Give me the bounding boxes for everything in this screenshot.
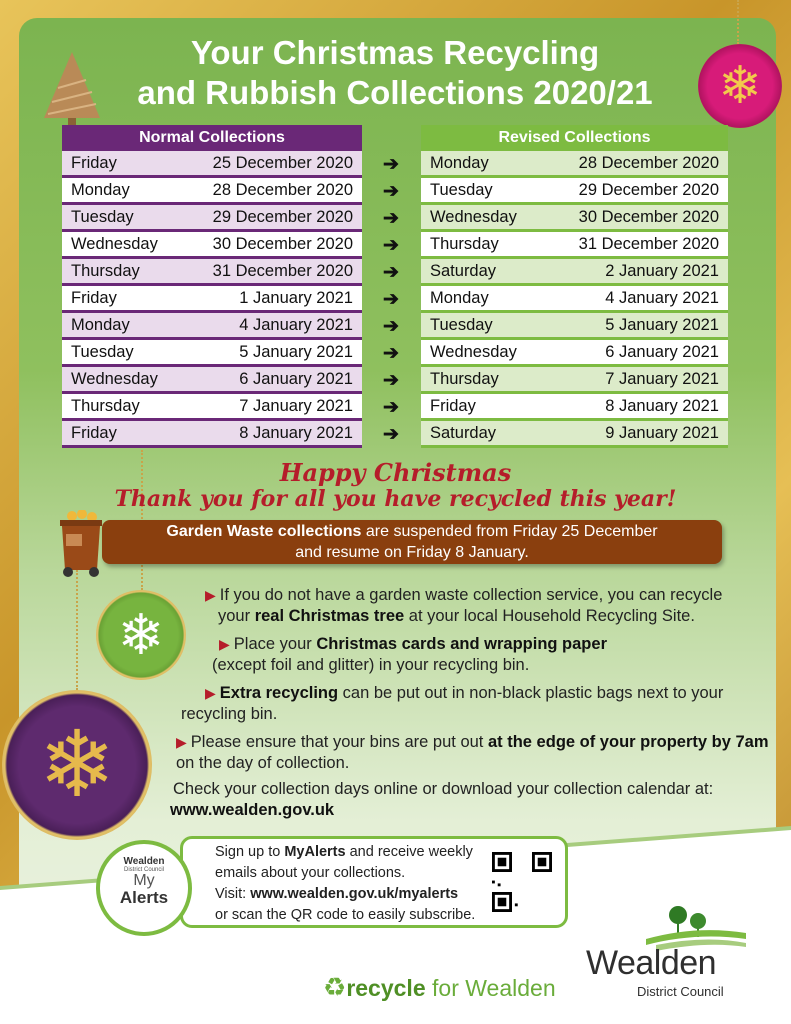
revised-day: Tuesday — [430, 315, 493, 334]
normal-date: 7 January 2021 — [239, 396, 353, 415]
title-line-1: Your Christmas Recycling — [190, 34, 600, 71]
table-row — [421, 151, 728, 178]
table-row — [421, 421, 728, 448]
table-row — [421, 394, 728, 421]
table-row — [62, 205, 362, 232]
normal-date: 29 December 2020 — [212, 207, 353, 226]
normal-day: Wednesday — [71, 234, 158, 253]
revised-date: 8 January 2021 — [605, 396, 719, 415]
revised-day: Wednesday — [430, 207, 517, 226]
table-row — [421, 340, 728, 367]
bullet-2-bold: Christmas cards and wrapping paper — [316, 635, 607, 653]
garden-waste-notice — [102, 520, 722, 564]
normal-date: 31 December 2020 — [212, 261, 353, 280]
greeting — [0, 459, 791, 513]
qr-code-icon[interactable] — [492, 852, 552, 912]
revised-collections-header: Revised Collections — [421, 125, 728, 151]
arrow-right-icon: ➔ — [383, 424, 399, 445]
normal-date: 30 December 2020 — [212, 234, 353, 253]
garden-bold: Garden Waste collections — [166, 523, 362, 540]
wheelie-bin-icon — [58, 510, 104, 578]
arrow-right-icon: ➔ — [383, 397, 399, 418]
garden-line-2: and resume on Friday 8 January. — [295, 544, 529, 561]
table-row — [421, 205, 728, 232]
page-title — [70, 33, 720, 113]
greeting-line-2: Thank you for all you have recycled this year! — [114, 486, 677, 512]
normal-collections-column — [62, 125, 362, 448]
bullet-1-line-1: If you do not have a garden waste collection service, you can recycle — [219, 586, 723, 604]
normal-day: Thursday — [71, 261, 140, 280]
arrow-right-icon: ➔ — [383, 316, 399, 337]
revised-day: Friday — [430, 396, 476, 415]
purple-bauble — [2, 690, 152, 840]
bullet-3-line-2: recycling bin. — [181, 705, 278, 723]
recycle-brand-text: for Wealden — [425, 975, 556, 1001]
normal-day: Friday — [71, 153, 117, 172]
normal-day: Monday — [71, 315, 130, 334]
revised-date: 29 December 2020 — [578, 180, 719, 199]
table-row — [62, 286, 362, 313]
myalerts-bold: MyAlerts — [284, 844, 346, 860]
snowflake-icon: ❄ — [38, 714, 116, 816]
bauble-string — [737, 0, 741, 44]
table-row — [62, 178, 362, 205]
myalerts-logo-sub: District Council — [123, 867, 164, 873]
revised-date: 6 January 2021 — [605, 342, 719, 361]
bullet-2-line-2: (except foil and glitter) in your recycling bin. — [212, 656, 530, 674]
bullet-4-line-2: on the day of collection. — [176, 754, 350, 772]
normal-day: Tuesday — [71, 342, 134, 361]
table-row — [62, 313, 362, 340]
normal-day: Monday — [71, 180, 130, 199]
revised-date: 7 January 2021 — [605, 369, 719, 388]
bauble-string — [76, 570, 80, 690]
arrow-right-icon: ➔ — [383, 208, 399, 229]
green-bauble — [96, 590, 186, 680]
arrow-right-icon: ➔ — [383, 235, 399, 256]
myalerts-text-part: Visit: — [215, 886, 251, 902]
normal-day: Friday — [71, 288, 117, 307]
revised-day: Wednesday — [430, 342, 517, 361]
myalerts-text-part: and receive weekly — [345, 844, 473, 860]
table-row — [62, 421, 362, 448]
table-row — [421, 286, 728, 313]
revised-day: Monday — [430, 153, 489, 172]
myalerts-line-2: emails about your collections. — [215, 865, 406, 881]
recycle-arrow-icon: ♻ — [323, 972, 347, 1002]
table-row — [421, 367, 728, 394]
revised-day: Saturday — [430, 261, 497, 280]
bullet-1 — [205, 585, 722, 606]
bullet-1-text: at your local Household Recycling Site. — [404, 607, 695, 625]
table-row — [62, 394, 362, 421]
wealden-council-subtitle: District Council — [637, 984, 724, 999]
bullet-1-bold: real Christmas tree — [254, 607, 405, 625]
revised-collections-column — [421, 125, 728, 448]
bullet-2-text: Place your — [233, 635, 317, 653]
myalerts-line-3 — [215, 884, 485, 905]
bullet-4-bold: at the edge of your property by 7am — [487, 733, 769, 751]
normal-date: 4 January 2021 — [239, 315, 353, 334]
garden-text: are suspended from Friday 25 December — [361, 523, 658, 540]
normal-collections-header: Normal Collections — [62, 125, 362, 151]
revised-day: Thursday — [430, 369, 499, 388]
myalerts-logo — [96, 840, 192, 936]
normal-date: 8 January 2021 — [239, 423, 353, 442]
arrow-right-icon: ➔ — [383, 343, 399, 364]
revised-date: 4 January 2021 — [605, 288, 719, 307]
triangle-bullet-icon: ▶ — [205, 587, 216, 603]
greeting-line-1: Happy Christmas — [279, 458, 512, 487]
table-row — [62, 340, 362, 367]
myalerts-logo-alerts: Alerts — [119, 888, 169, 907]
arrow-right-icon: ➔ — [383, 154, 399, 175]
normal-date: 28 December 2020 — [212, 180, 353, 199]
bullet-3-bold: Extra recycling — [219, 684, 339, 702]
revised-date: 2 January 2021 — [605, 261, 719, 280]
normal-day: Wednesday — [71, 369, 158, 388]
arrow-right-icon: ➔ — [383, 181, 399, 202]
revised-day: Saturday — [430, 423, 497, 442]
table-row — [62, 151, 362, 178]
revised-day: Tuesday — [430, 180, 493, 199]
normal-date: 1 January 2021 — [239, 288, 353, 307]
table-row — [62, 232, 362, 259]
snowflake-icon: ❄ — [718, 57, 762, 115]
triangle-bullet-icon: ▶ — [176, 734, 187, 750]
revised-date: 9 January 2021 — [605, 423, 719, 442]
normal-date: 5 January 2021 — [239, 342, 353, 361]
table-row — [62, 367, 362, 394]
bullet-3-text: can be put out in non-black plastic bags next to your — [338, 684, 724, 702]
myalerts-text-part: Sign up to — [215, 844, 285, 860]
normal-day: Friday — [71, 423, 117, 442]
website-link[interactable]: www.wealden.gov.uk — [170, 801, 335, 819]
arrow-column — [362, 151, 420, 448]
revised-day: Monday — [430, 288, 489, 307]
myalerts-text — [215, 842, 485, 926]
normal-day: Thursday — [71, 396, 140, 415]
recycle-for-wealden-logo — [323, 972, 556, 1003]
bullet-4-text: Please ensure that your bins are put out — [190, 733, 488, 751]
bullet-2 — [219, 634, 607, 655]
title-line-2: and Rubbish Collections 2020/21 — [137, 74, 653, 111]
arrow-right-icon: ➔ — [383, 262, 399, 283]
revised-date: 31 December 2020 — [578, 234, 719, 253]
triangle-bullet-icon: ▶ — [219, 636, 230, 652]
bullet-4 — [176, 732, 769, 753]
arrow-right-icon: ➔ — [383, 289, 399, 310]
table-row — [421, 178, 728, 205]
revised-day: Thursday — [430, 234, 499, 253]
myalerts-line-1 — [215, 842, 485, 863]
revised-date: 30 December 2020 — [578, 207, 719, 226]
bullet-1-text: your — [218, 607, 255, 625]
normal-date: 25 December 2020 — [212, 153, 353, 172]
normal-date: 6 January 2021 — [239, 369, 353, 388]
myalerts-logo-council: Wealden — [123, 856, 165, 867]
revised-date: 5 January 2021 — [605, 315, 719, 334]
pink-bauble — [698, 44, 782, 128]
arrow-right-icon: ➔ — [383, 370, 399, 391]
wealden-council-name: Wealden — [586, 944, 717, 982]
table-row — [421, 232, 728, 259]
revised-date: 28 December 2020 — [578, 153, 719, 172]
table-row — [421, 259, 728, 286]
check-online-text: Check your collection days online or download your collection calendar at: — [173, 780, 714, 798]
normal-day: Tuesday — [71, 207, 134, 226]
triangle-bullet-icon: ▶ — [205, 685, 216, 701]
bullet-1-line-2 — [218, 606, 695, 627]
table-row — [62, 259, 362, 286]
table-row — [421, 313, 728, 340]
myalerts-line-4: or scan the QR code to easily subscribe. — [215, 907, 476, 923]
bullet-3 — [205, 683, 723, 704]
recycle-brand-bold: recycle — [346, 975, 426, 1001]
myalerts-link[interactable]: www.wealden.gov.uk/myalerts — [250, 886, 459, 902]
snowflake-icon: ❄ — [117, 603, 165, 666]
myalerts-logo-my: My — [133, 872, 155, 889]
